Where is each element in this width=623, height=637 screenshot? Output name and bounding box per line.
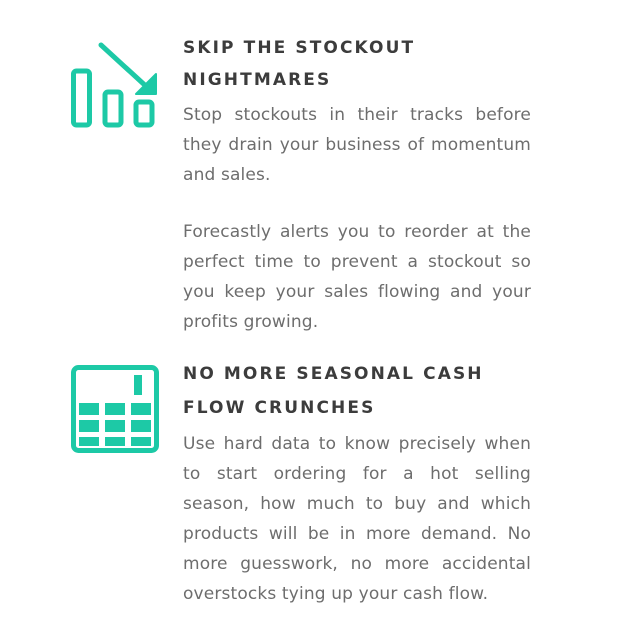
calculator-icon [70,365,160,455]
feature-title: SKIP THE STOCKOUT NIGHTMARES [183,38,416,90]
bar-chart-down-icon [70,40,160,130]
feature-content [183,357,531,609]
feature-content [183,32,531,337]
feature-paragraph: Use hard data to know precisely when to start ordering for a hot selling season, how much to buy and which products will be in more demand. No more guesswork, no more accidental overstocks tying up your cash flow. [183,434,531,604]
feature-paragraph: Forecastly alerts you to reorder at the perfect time to prevent a stockout so you keep your sales flowing and your profits growing. [183,222,531,332]
feature-title: NO MORE SEASONAL CASH FLOW CRUNCHES [183,364,484,418]
feature-paragraph: Stop stockouts in their tracks before they drain your business of momentum and sales. [183,105,531,185]
